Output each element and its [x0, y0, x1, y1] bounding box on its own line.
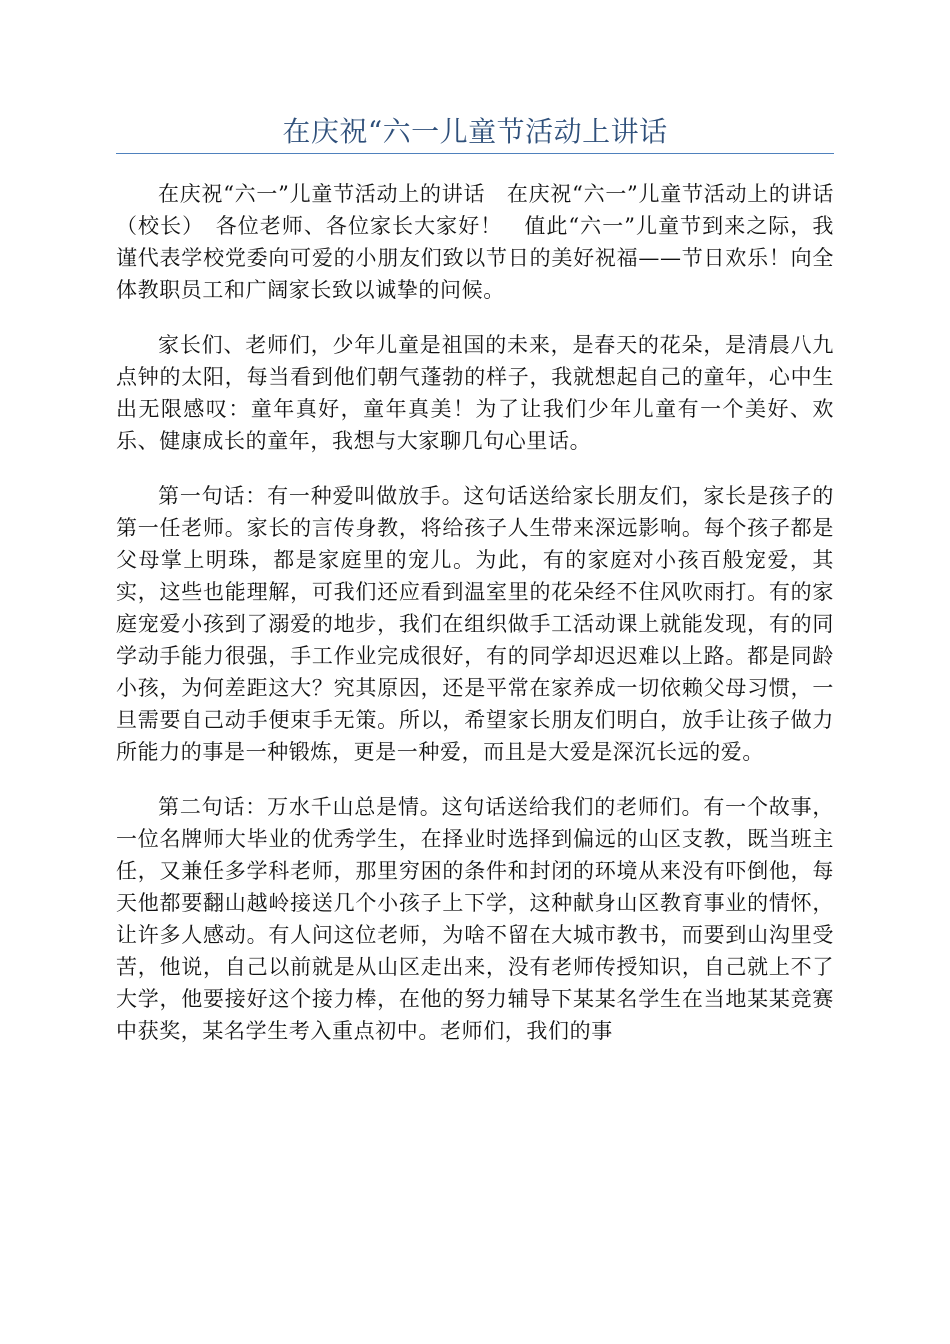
paragraph-3: 第一句话：有一种爱叫做放手。这句话送给家长朋友们，家长是孩子的第一任老师。家长的言传身教，将给孩子人生带来深远影响。每个孩子都是父母掌上明珠，都是家庭里的宠儿。为此，有的家庭对小孩百般宠爱，其实，这些也能理解，可我们还应看到温室里的花朵经不住风吹雨打。有的家庭宠爱小孩到了溺爱的地步，我们在组织做手工活动课上就能发现，有的同学动手能力很强，手工作业完成很好，有的同学却迟迟难以上路。都是同龄小孩，为何差距这大？究其原因，还是平常在家养成一切依赖父母习惯，一旦需要自己动手便束手无策。所以，希望家长朋友们明白，放手让孩子做力所能力的事是一种锻炼，更是一种爱，而且是大爱是深沉长远的爱。 — [116, 484, 834, 764]
document-title: 在庆祝“六一儿童节活动上讲话 — [282, 115, 668, 148]
document-body — [116, 178, 856, 1070]
paragraph-2: 家长们、老师们，少年儿童是祖国的未来，是春天的花朵，是清晨八九点钟的太阳，每当看到他们朝气蓬勃的样子，我就想起自己的童年，心中生出无限感叹：童年真好，童年真美！为了让我们少年儿童有一个美好、欢乐、健康成长的童年，我想与大家聊几句心里话。 — [116, 333, 834, 453]
paragraph-1: 在庆祝“六一”儿童节活动上的讲话 在庆祝“六一”儿童节活动上的讲话 （校长） 各位老师、各位家长大家好！ 值此“六一”儿童节到来之际，我谨代表学校党委向可爱的小朋友们致以节日的美好祝福——节日欢乐！向全体教职员工和广阔家长致以诚挚的问候。 — [116, 182, 856, 302]
title-underline — [116, 153, 834, 154]
paragraph-4: 第二句话：万水千山总是情。这句话送给我们的老师们。有一个故事，一位名牌师大毕业的优秀学生，在择业时选择到偏远的山区支教，既当班主任，又兼任多学科老师，那里穷困的条件和封闭的环境从来没有吓倒他，每天他都要翻山越岭接送几个小孩子上下学，这种献身山区教育事业的情怀，让许多人感动。有人问这位老师，为啥不留在大城市教书，而要到山沟里受苦，他说，自己以前就是从山区走出来，没有老师传授知识，自己就上不了大学，他要接好这个接力棒，在他的努力辅导下某某名学生在当地某某竞赛中获奖，某名学生考入重点初中。老师们，我们的事 — [116, 795, 834, 1043]
